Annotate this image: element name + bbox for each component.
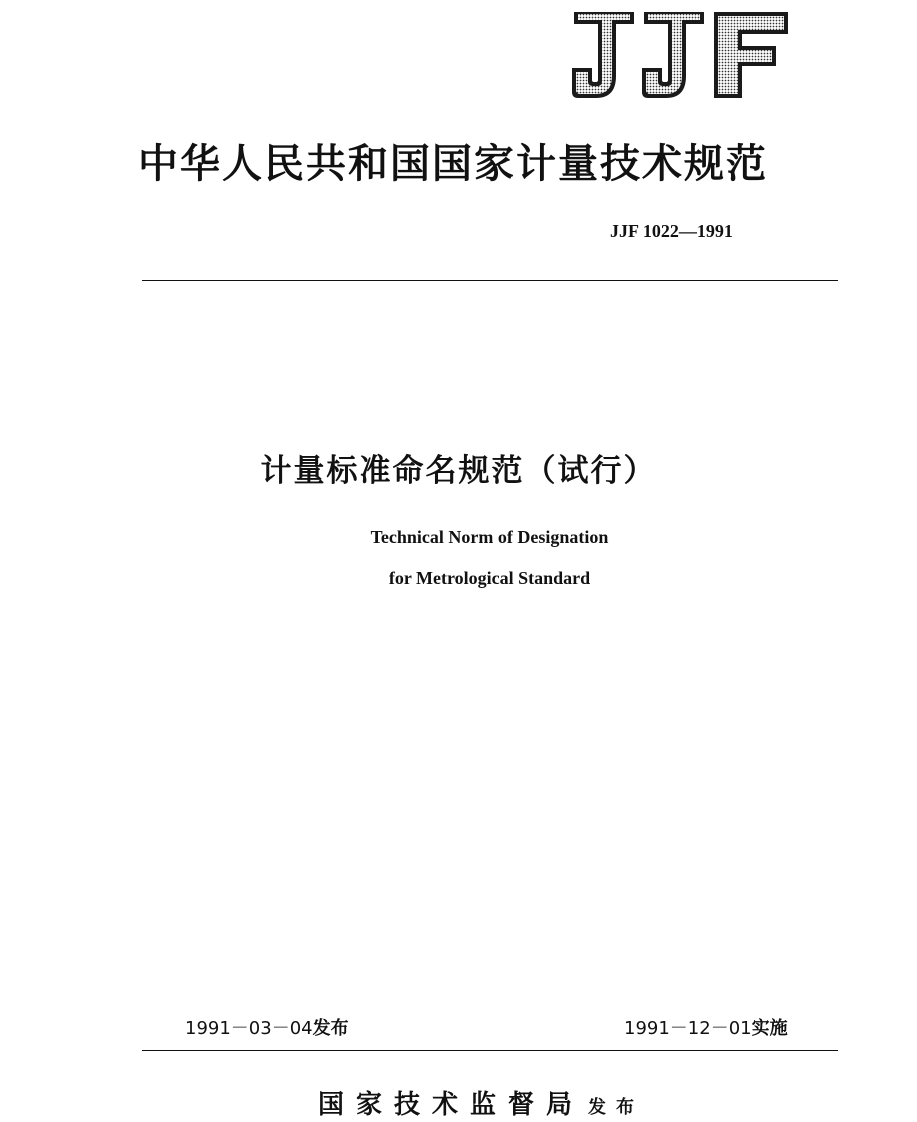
issue-date-value: 1991－03－04 xyxy=(185,1018,313,1039)
bottom-divider xyxy=(142,1050,838,1051)
logo-letter-j-1 xyxy=(572,12,634,98)
effective-date-value: 1991－12－01 xyxy=(624,1018,752,1039)
document-title-en-line1: Technical Norm of Designation xyxy=(370,527,609,547)
publisher-action: 发布 xyxy=(588,1097,645,1118)
standard-code: JJF 1022—1991 xyxy=(610,221,733,241)
issue-date-label: 发布 xyxy=(312,1018,349,1039)
standard-series-title: 中华人民共和国国家计量技术规范 xyxy=(138,141,768,187)
logo-letter-j-2 xyxy=(642,12,704,98)
effective-date xyxy=(624,1016,788,1042)
publisher-line xyxy=(318,1084,718,1121)
document-title-zh: 计量标准命名规范（试行） xyxy=(260,453,657,489)
logo-letter-f xyxy=(714,12,788,98)
jjf-logo xyxy=(570,10,790,102)
effective-date-label: 实施 xyxy=(751,1018,788,1039)
issue-date xyxy=(185,1016,349,1042)
document-title-en-line2: for Metrological Standard xyxy=(388,568,591,588)
publisher-name: 国家技术监督局 xyxy=(318,1090,585,1120)
top-divider xyxy=(142,280,838,281)
